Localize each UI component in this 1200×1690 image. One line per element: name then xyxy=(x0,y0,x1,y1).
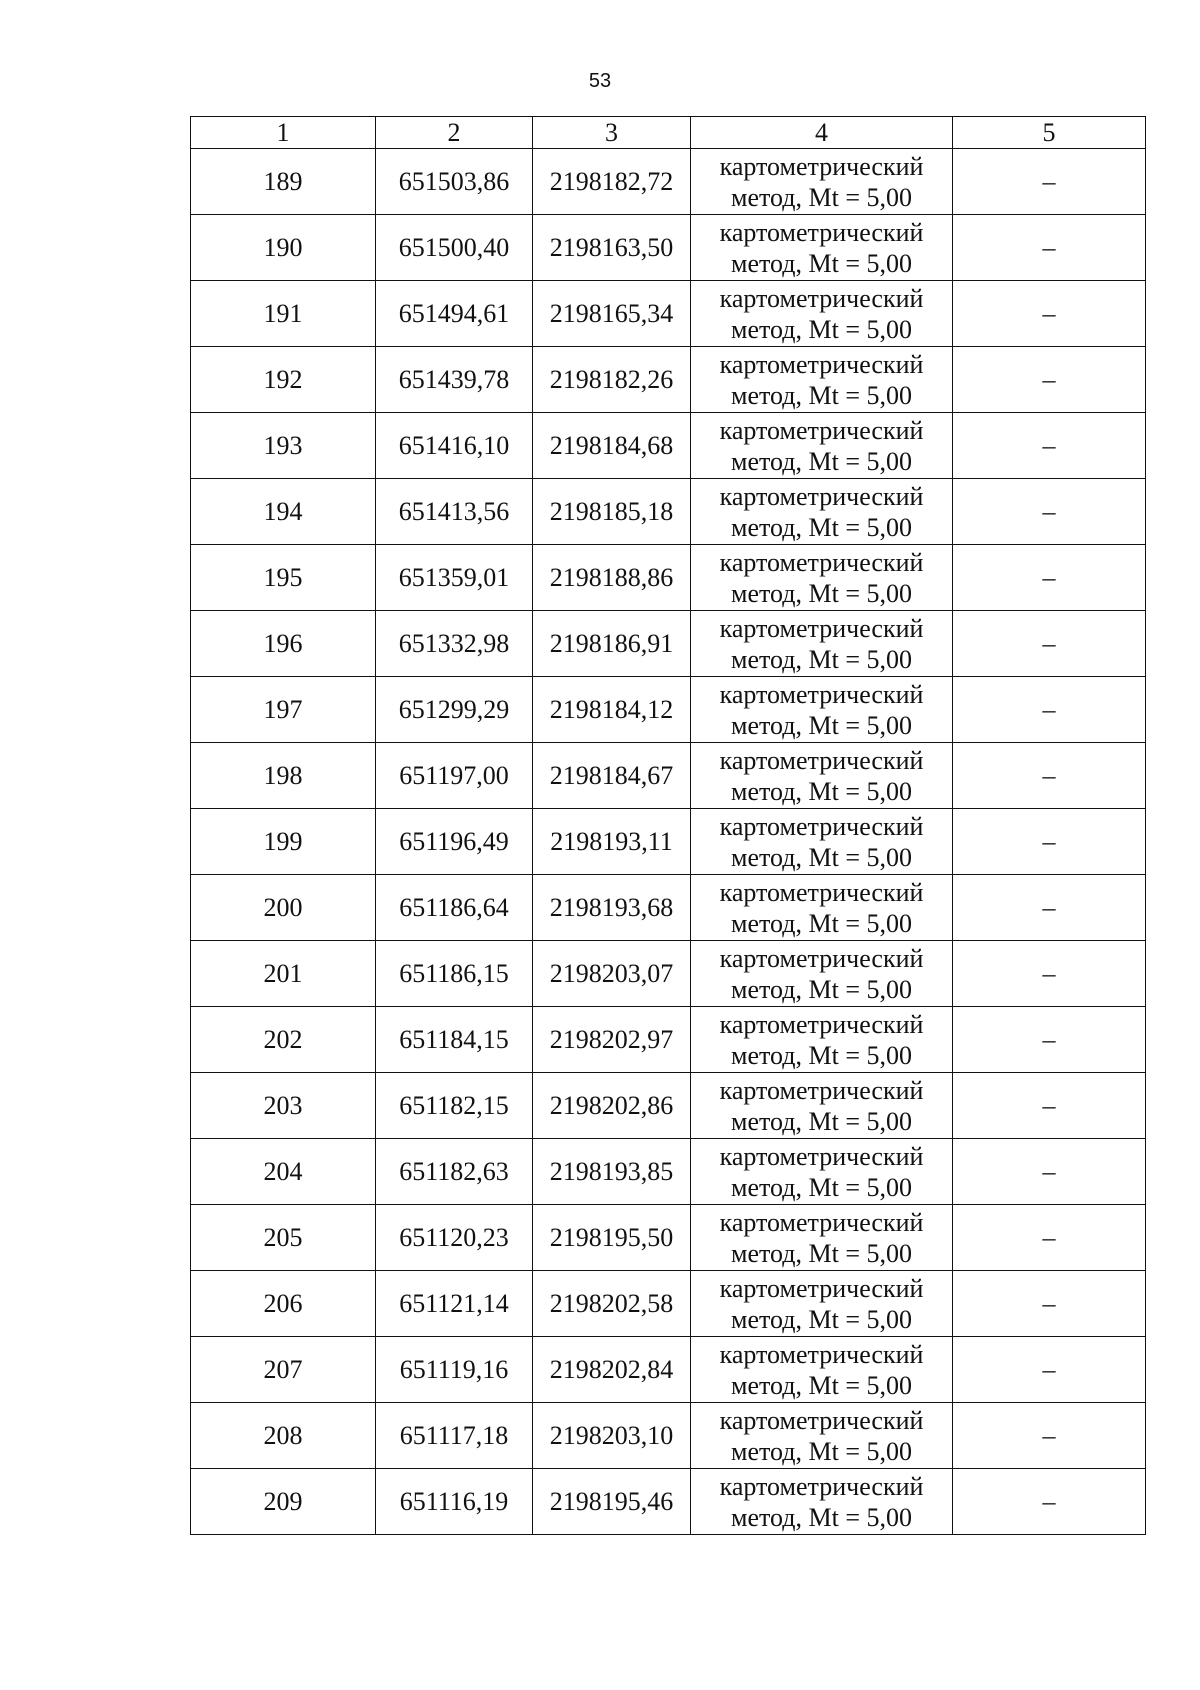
table-row xyxy=(191,1337,1146,1403)
header-col-1: 1 xyxy=(191,117,376,149)
point-number-cell: 197 xyxy=(191,677,376,743)
point-number-cell: 203 xyxy=(191,1073,376,1139)
table-row xyxy=(191,347,1146,413)
method-line-2: метод, Mt = 5,00 xyxy=(731,314,912,344)
method-line-1: картометрический xyxy=(719,811,924,841)
point-number-cell: 192 xyxy=(191,347,376,413)
col5-cell: – xyxy=(953,347,1146,413)
method-cell xyxy=(691,677,953,743)
method-line-2: метод, Mt = 5,00 xyxy=(731,1238,912,1268)
method-cell xyxy=(691,1403,953,1469)
x-coordinate-cell: 651186,64 xyxy=(376,875,533,941)
method-line-2: метод, Mt = 5,00 xyxy=(731,1370,912,1400)
point-number-cell: 198 xyxy=(191,743,376,809)
point-number-cell: 193 xyxy=(191,413,376,479)
method-cell xyxy=(691,479,953,545)
method-line-2: метод, Mt = 5,00 xyxy=(731,1172,912,1202)
x-coordinate-cell: 651196,49 xyxy=(376,809,533,875)
method-line-2: метод, Mt = 5,00 xyxy=(731,1436,912,1466)
y-coordinate-cell: 2198188,86 xyxy=(533,545,691,611)
method-line-2: метод, Mt = 5,00 xyxy=(731,578,912,608)
col5-cell: – xyxy=(953,413,1146,479)
y-coordinate-cell: 2198193,11 xyxy=(533,809,691,875)
method-cell xyxy=(691,215,953,281)
method-cell xyxy=(691,1337,953,1403)
point-number-cell: 201 xyxy=(191,941,376,1007)
method-line-1: картометрический xyxy=(719,613,924,643)
x-coordinate-cell: 651503,86 xyxy=(376,149,533,215)
method-line-1: картометрический xyxy=(719,1075,924,1105)
table-row xyxy=(191,215,1146,281)
method-cell xyxy=(691,413,953,479)
method-line-1: картометрический xyxy=(719,943,924,973)
method-line-2: метод, Mt = 5,00 xyxy=(731,1040,912,1070)
table-row xyxy=(191,941,1146,1007)
point-number-cell: 194 xyxy=(191,479,376,545)
col5-cell: – xyxy=(953,281,1146,347)
method-cell xyxy=(691,611,953,677)
method-line-1: картометрический xyxy=(719,1207,924,1237)
table-row xyxy=(191,1205,1146,1271)
y-coordinate-cell: 2198165,34 xyxy=(533,281,691,347)
y-coordinate-cell: 2198195,46 xyxy=(533,1469,691,1535)
col5-cell: – xyxy=(953,941,1146,1007)
method-line-1: картометрический xyxy=(719,1009,924,1039)
y-coordinate-cell: 2198203,10 xyxy=(533,1403,691,1469)
header-col-2: 2 xyxy=(376,117,533,149)
y-coordinate-cell: 2198163,50 xyxy=(533,215,691,281)
method-cell xyxy=(691,1205,953,1271)
col5-cell: – xyxy=(953,809,1146,875)
table-row xyxy=(191,1469,1146,1535)
col5-cell: – xyxy=(953,545,1146,611)
method-line-2: метод, Mt = 5,00 xyxy=(731,776,912,806)
method-cell xyxy=(691,743,953,809)
col5-cell: – xyxy=(953,611,1146,677)
method-line-1: картометрический xyxy=(719,745,924,775)
method-cell xyxy=(691,1139,953,1205)
x-coordinate-cell: 651182,15 xyxy=(376,1073,533,1139)
y-coordinate-cell: 2198202,58 xyxy=(533,1271,691,1337)
y-coordinate-cell: 2198182,72 xyxy=(533,149,691,215)
method-line-1: картометрический xyxy=(719,1471,924,1501)
table-header-row xyxy=(191,117,1146,149)
point-number-cell: 207 xyxy=(191,1337,376,1403)
method-cell xyxy=(691,347,953,413)
method-line-2: метод, Mt = 5,00 xyxy=(731,644,912,674)
method-line-2: метод, Mt = 5,00 xyxy=(731,1502,912,1532)
method-cell xyxy=(691,545,953,611)
col5-cell: – xyxy=(953,1337,1146,1403)
method-cell xyxy=(691,1073,953,1139)
x-coordinate-cell: 651416,10 xyxy=(376,413,533,479)
x-coordinate-cell: 651120,23 xyxy=(376,1205,533,1271)
point-number-cell: 195 xyxy=(191,545,376,611)
table-row xyxy=(191,413,1146,479)
x-coordinate-cell: 651182,63 xyxy=(376,1139,533,1205)
method-cell xyxy=(691,1469,953,1535)
table-row xyxy=(191,875,1146,941)
method-line-2: метод, Mt = 5,00 xyxy=(731,1304,912,1334)
table-row xyxy=(191,545,1146,611)
col5-cell: – xyxy=(953,743,1146,809)
method-line-1: картометрический xyxy=(719,481,924,511)
point-number-cell: 196 xyxy=(191,611,376,677)
point-number-cell: 205 xyxy=(191,1205,376,1271)
col5-cell: – xyxy=(953,1205,1146,1271)
point-number-cell: 190 xyxy=(191,215,376,281)
page-number: 53 xyxy=(588,70,612,92)
y-coordinate-cell: 2198184,68 xyxy=(533,413,691,479)
point-number-cell: 191 xyxy=(191,281,376,347)
y-coordinate-cell: 2198193,85 xyxy=(533,1139,691,1205)
point-number-cell: 204 xyxy=(191,1139,376,1205)
method-line-2: метод, Mt = 5,00 xyxy=(731,842,912,872)
col5-cell: – xyxy=(953,149,1146,215)
method-line-1: картометрический xyxy=(719,283,924,313)
method-line-1: картометрический xyxy=(719,679,924,709)
x-coordinate-cell: 651500,40 xyxy=(376,215,533,281)
table-row xyxy=(191,677,1146,743)
method-line-1: картометрический xyxy=(719,151,924,181)
y-coordinate-cell: 2198182,26 xyxy=(533,347,691,413)
method-line-2: метод, Mt = 5,00 xyxy=(731,710,912,740)
x-coordinate-cell: 651119,16 xyxy=(376,1337,533,1403)
table-row xyxy=(191,1139,1146,1205)
method-line-2: метод, Mt = 5,00 xyxy=(731,974,912,1004)
col5-cell: – xyxy=(953,677,1146,743)
method-line-2: метод, Mt = 5,00 xyxy=(731,380,912,410)
table-row xyxy=(191,479,1146,545)
method-line-1: картометрический xyxy=(719,415,924,445)
table-row xyxy=(191,1007,1146,1073)
y-coordinate-cell: 2198202,86 xyxy=(533,1073,691,1139)
x-coordinate-cell: 651186,15 xyxy=(376,941,533,1007)
method-line-2: метод, Mt = 5,00 xyxy=(731,1106,912,1136)
x-coordinate-cell: 651184,15 xyxy=(376,1007,533,1073)
y-coordinate-cell: 2198193,68 xyxy=(533,875,691,941)
col5-cell: – xyxy=(953,1139,1146,1205)
method-line-2: метод, Mt = 5,00 xyxy=(731,512,912,542)
method-line-1: картометрический xyxy=(719,547,924,577)
method-line-1: картометрический xyxy=(719,877,924,907)
x-coordinate-cell: 651197,00 xyxy=(376,743,533,809)
y-coordinate-cell: 2198203,07 xyxy=(533,941,691,1007)
header-col-4: 4 xyxy=(691,117,953,149)
method-line-1: картометрический xyxy=(719,217,924,247)
y-coordinate-cell: 2198202,84 xyxy=(533,1337,691,1403)
x-coordinate-cell: 651413,56 xyxy=(376,479,533,545)
point-number-cell: 200 xyxy=(191,875,376,941)
method-cell xyxy=(691,941,953,1007)
x-coordinate-cell: 651494,61 xyxy=(376,281,533,347)
method-cell xyxy=(691,875,953,941)
method-line-1: картометрический xyxy=(719,1273,924,1303)
point-number-cell: 208 xyxy=(191,1403,376,1469)
y-coordinate-cell: 2198186,91 xyxy=(533,611,691,677)
method-line-1: картометрический xyxy=(719,1339,924,1369)
table-row xyxy=(191,281,1146,347)
method-line-1: картометрический xyxy=(719,349,924,379)
method-line-2: метод, Mt = 5,00 xyxy=(731,908,912,938)
x-coordinate-cell: 651332,98 xyxy=(376,611,533,677)
method-line-1: картометрический xyxy=(719,1405,924,1435)
y-coordinate-cell: 2198184,67 xyxy=(533,743,691,809)
col5-cell: – xyxy=(953,1007,1146,1073)
method-line-2: метод, Mt = 5,00 xyxy=(731,446,912,476)
table-row xyxy=(191,1403,1146,1469)
table-row xyxy=(191,611,1146,677)
table-body xyxy=(191,149,1146,1535)
x-coordinate-cell: 651117,18 xyxy=(376,1403,533,1469)
col5-cell: – xyxy=(953,1271,1146,1337)
table-row xyxy=(191,1073,1146,1139)
y-coordinate-cell: 2198202,97 xyxy=(533,1007,691,1073)
table-row xyxy=(191,809,1146,875)
method-line-1: картометрический xyxy=(719,1141,924,1171)
col5-cell: – xyxy=(953,215,1146,281)
method-cell xyxy=(691,1271,953,1337)
point-number-cell: 206 xyxy=(191,1271,376,1337)
method-cell xyxy=(691,1007,953,1073)
header-col-5: 5 xyxy=(953,117,1146,149)
table-row xyxy=(191,1271,1146,1337)
table-row xyxy=(191,149,1146,215)
table-row xyxy=(191,743,1146,809)
point-number-cell: 189 xyxy=(191,149,376,215)
method-line-2: метод, Mt = 5,00 xyxy=(731,182,912,212)
y-coordinate-cell: 2198185,18 xyxy=(533,479,691,545)
col5-cell: – xyxy=(953,1403,1146,1469)
header-col-3: 3 xyxy=(533,117,691,149)
method-line-2: метод, Mt = 5,00 xyxy=(731,248,912,278)
col5-cell: – xyxy=(953,875,1146,941)
col5-cell: – xyxy=(953,479,1146,545)
x-coordinate-cell: 651299,29 xyxy=(376,677,533,743)
method-cell xyxy=(691,281,953,347)
y-coordinate-cell: 2198184,12 xyxy=(533,677,691,743)
x-coordinate-cell: 651439,78 xyxy=(376,347,533,413)
y-coordinate-cell: 2198195,50 xyxy=(533,1205,691,1271)
point-number-cell: 199 xyxy=(191,809,376,875)
point-number-cell: 209 xyxy=(191,1469,376,1535)
x-coordinate-cell: 651359,01 xyxy=(376,545,533,611)
method-cell xyxy=(691,149,953,215)
col5-cell: – xyxy=(953,1469,1146,1535)
col5-cell: – xyxy=(953,1073,1146,1139)
point-number-cell: 202 xyxy=(191,1007,376,1073)
coordinates-table xyxy=(190,116,1146,1535)
x-coordinate-cell: 651116,19 xyxy=(376,1469,533,1535)
method-cell xyxy=(691,809,953,875)
x-coordinate-cell: 651121,14 xyxy=(376,1271,533,1337)
